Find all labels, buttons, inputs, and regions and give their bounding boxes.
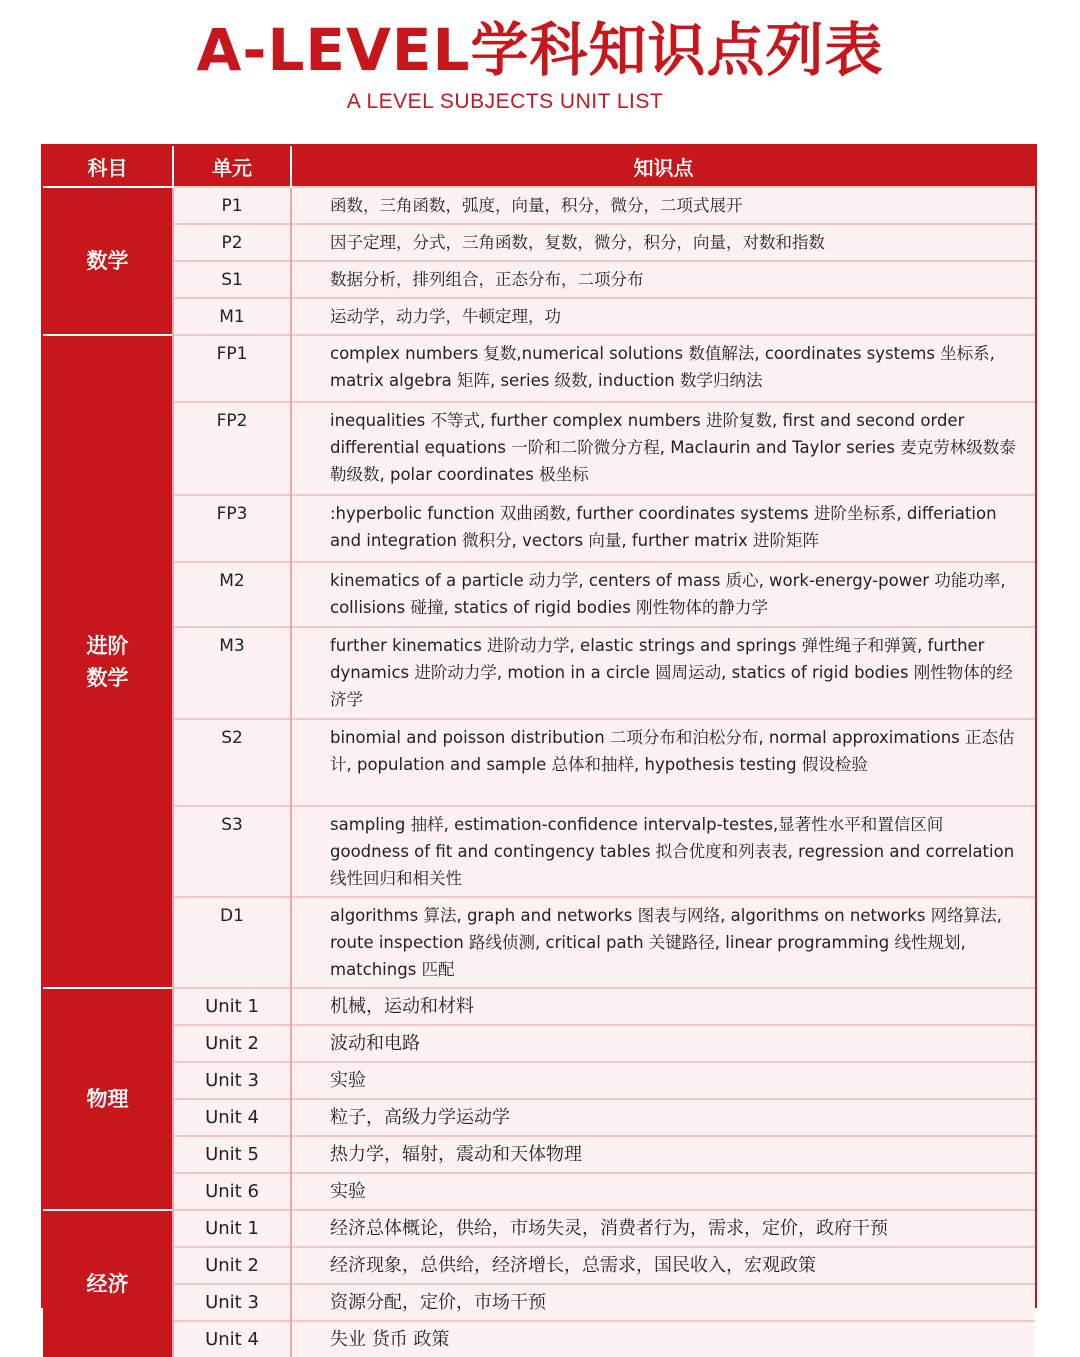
unit-cell: P2 bbox=[173, 224, 291, 261]
content-cell: further kinematics 进阶动力学, elastic strings and springs 弹性绳子和弹簧, further dynamics 进阶动力学, motion in a circle 圆周运动, statics of rigid bodies 刚性物体的经济学 bbox=[291, 627, 1035, 719]
column-header-subject: 科目 bbox=[43, 146, 173, 187]
subject-cell-physics: 物理 bbox=[43, 988, 173, 1210]
table-row bbox=[43, 627, 1035, 719]
table-row bbox=[43, 719, 1035, 806]
unit-cell: Unit 4 bbox=[173, 1099, 291, 1136]
content-cell: 波动和电路 bbox=[291, 1025, 1035, 1062]
subject-unit-table bbox=[41, 144, 1037, 1350]
content-cell: binomial and poisson distribution 二项分布和泊松分布, normal approximations 正态估计, population and sample 总体和抽样, hypothesis testing 假设检验 bbox=[291, 719, 1035, 806]
table-header-row bbox=[43, 146, 1035, 187]
column-header-unit: 单元 bbox=[173, 146, 291, 187]
table-row bbox=[43, 562, 1035, 627]
content-cell: 资源分配，定价，市场干预 bbox=[291, 1284, 1035, 1321]
unit-cell: Unit 2 bbox=[173, 1025, 291, 1062]
content-cell: complex numbers 复数,numerical solutions 数值解法, coordinates systems 坐标系, matrix algebra 矩阵, series 级数, induction 数学归纳法 bbox=[291, 335, 1035, 402]
unit-cell: Unit 1 bbox=[173, 988, 291, 1025]
unit-cell: FP1 bbox=[173, 335, 291, 402]
content-cell: 经济总体概论，供给，市场失灵，消费者行为，需求，定价，政府干预 bbox=[291, 1210, 1035, 1247]
content-cell: 实验 bbox=[291, 1062, 1035, 1099]
page-title: A-LEVEL学科知识点列表 bbox=[196, 16, 884, 84]
table-row bbox=[43, 495, 1035, 562]
table-row bbox=[43, 1025, 1035, 1062]
unit-cell: P1 bbox=[173, 187, 291, 224]
content-cell: 热力学，辐射，震动和天体物理 bbox=[291, 1136, 1035, 1173]
content-cell: 数据分析，排列组合，正态分布，二项分布 bbox=[291, 261, 1035, 298]
content-cell: 实验 bbox=[291, 1173, 1035, 1210]
content-cell: 粒子，高级力学运动学 bbox=[291, 1099, 1035, 1136]
unit-cell: Unit 3 bbox=[173, 1062, 291, 1099]
unit-cell: Unit 4 bbox=[173, 1321, 291, 1357]
unit-cell: S3 bbox=[173, 806, 291, 897]
table-row bbox=[43, 1210, 1035, 1247]
table-row bbox=[43, 897, 1035, 988]
content-cell: algorithms 算法, graph and networks 图表与网络, algorithms on networks 网络算法, route inspection 路线侦测, critical path 关键路径, linear programming 线性规划, matchings 匹配 bbox=[291, 897, 1035, 988]
content-cell: sampling 抽样, estimation-confidence intervalp-testes,显著性水平和置信区间 goodness of fit and contingency tables 拟合优度和列表表, regression and correlation 线性回归和相关性 bbox=[291, 806, 1035, 897]
table-row bbox=[43, 402, 1035, 495]
subject-cell-math: 数学 bbox=[43, 187, 173, 335]
subject-cell-economics: 经济 bbox=[43, 1210, 173, 1357]
unit-cell: FP2 bbox=[173, 402, 291, 495]
unit-cell: M3 bbox=[173, 627, 291, 719]
content-cell: 因子定理，分式，三角函数，复数，微分，积分，向量，对数和指数 bbox=[291, 224, 1035, 261]
table-row bbox=[43, 261, 1035, 298]
content-cell: 失业 货币 政策 bbox=[291, 1321, 1035, 1357]
content-cell: :hyperbolic function 双曲函数, further coordinates systems 进阶坐标系, differiation and integration 微积分, vectors 向量, further matrix 进阶矩阵 bbox=[291, 495, 1035, 562]
content-cell: 机械，运动和材料 bbox=[291, 988, 1035, 1025]
content-cell: inequalities 不等式, further complex numbers 进阶复数, first and second order differential equations 一阶和二阶微分方程, Maclaurin and Taylor series 麦克劳林级数泰勒级数, polar coordinates 极坐标 bbox=[291, 402, 1035, 495]
table-row bbox=[43, 1062, 1035, 1099]
table-row bbox=[43, 1136, 1035, 1173]
table-row bbox=[43, 298, 1035, 335]
content-cell: 运动学，动力学，牛顿定理，功 bbox=[291, 298, 1035, 335]
unit-cell: FP3 bbox=[173, 495, 291, 562]
unit-cell: Unit 6 bbox=[173, 1173, 291, 1210]
unit-cell: S2 bbox=[173, 719, 291, 806]
content-cell: 经济现象，总供给，经济增长，总需求，国民收入，宏观政策 bbox=[291, 1247, 1035, 1284]
unit-cell: M2 bbox=[173, 562, 291, 627]
page-subtitle: A LEVEL SUBJECTS UNIT LIST bbox=[346, 90, 664, 113]
unit-cell: Unit 2 bbox=[173, 1247, 291, 1284]
unit-cell: M1 bbox=[173, 298, 291, 335]
content-cell: kinematics of a particle 动力学, centers of mass 质心, work-energy-power 功能功率, collisions 碰撞, statics of rigid bodies 刚性物体的静力学 bbox=[291, 562, 1035, 627]
table-row bbox=[43, 1321, 1035, 1357]
table-row bbox=[43, 335, 1035, 402]
table-row bbox=[43, 1173, 1035, 1210]
content-cell: 函数，三角函数，弧度，向量，积分，微分，二项式展开 bbox=[291, 187, 1035, 224]
unit-cell: Unit 1 bbox=[173, 1210, 291, 1247]
table-row bbox=[43, 1099, 1035, 1136]
unit-cell: S1 bbox=[173, 261, 291, 298]
unit-cell: Unit 3 bbox=[173, 1284, 291, 1321]
table-row bbox=[43, 1247, 1035, 1284]
table-row bbox=[43, 187, 1035, 224]
table-row bbox=[43, 988, 1035, 1025]
table-row bbox=[43, 224, 1035, 261]
unit-cell: Unit 5 bbox=[173, 1136, 291, 1173]
table-row bbox=[43, 806, 1035, 897]
table-row bbox=[43, 1284, 1035, 1321]
unit-cell: D1 bbox=[173, 897, 291, 988]
subject-cell-further-math: 进阶 数学 bbox=[43, 335, 173, 988]
column-header-content: 知识点 bbox=[291, 146, 1035, 187]
